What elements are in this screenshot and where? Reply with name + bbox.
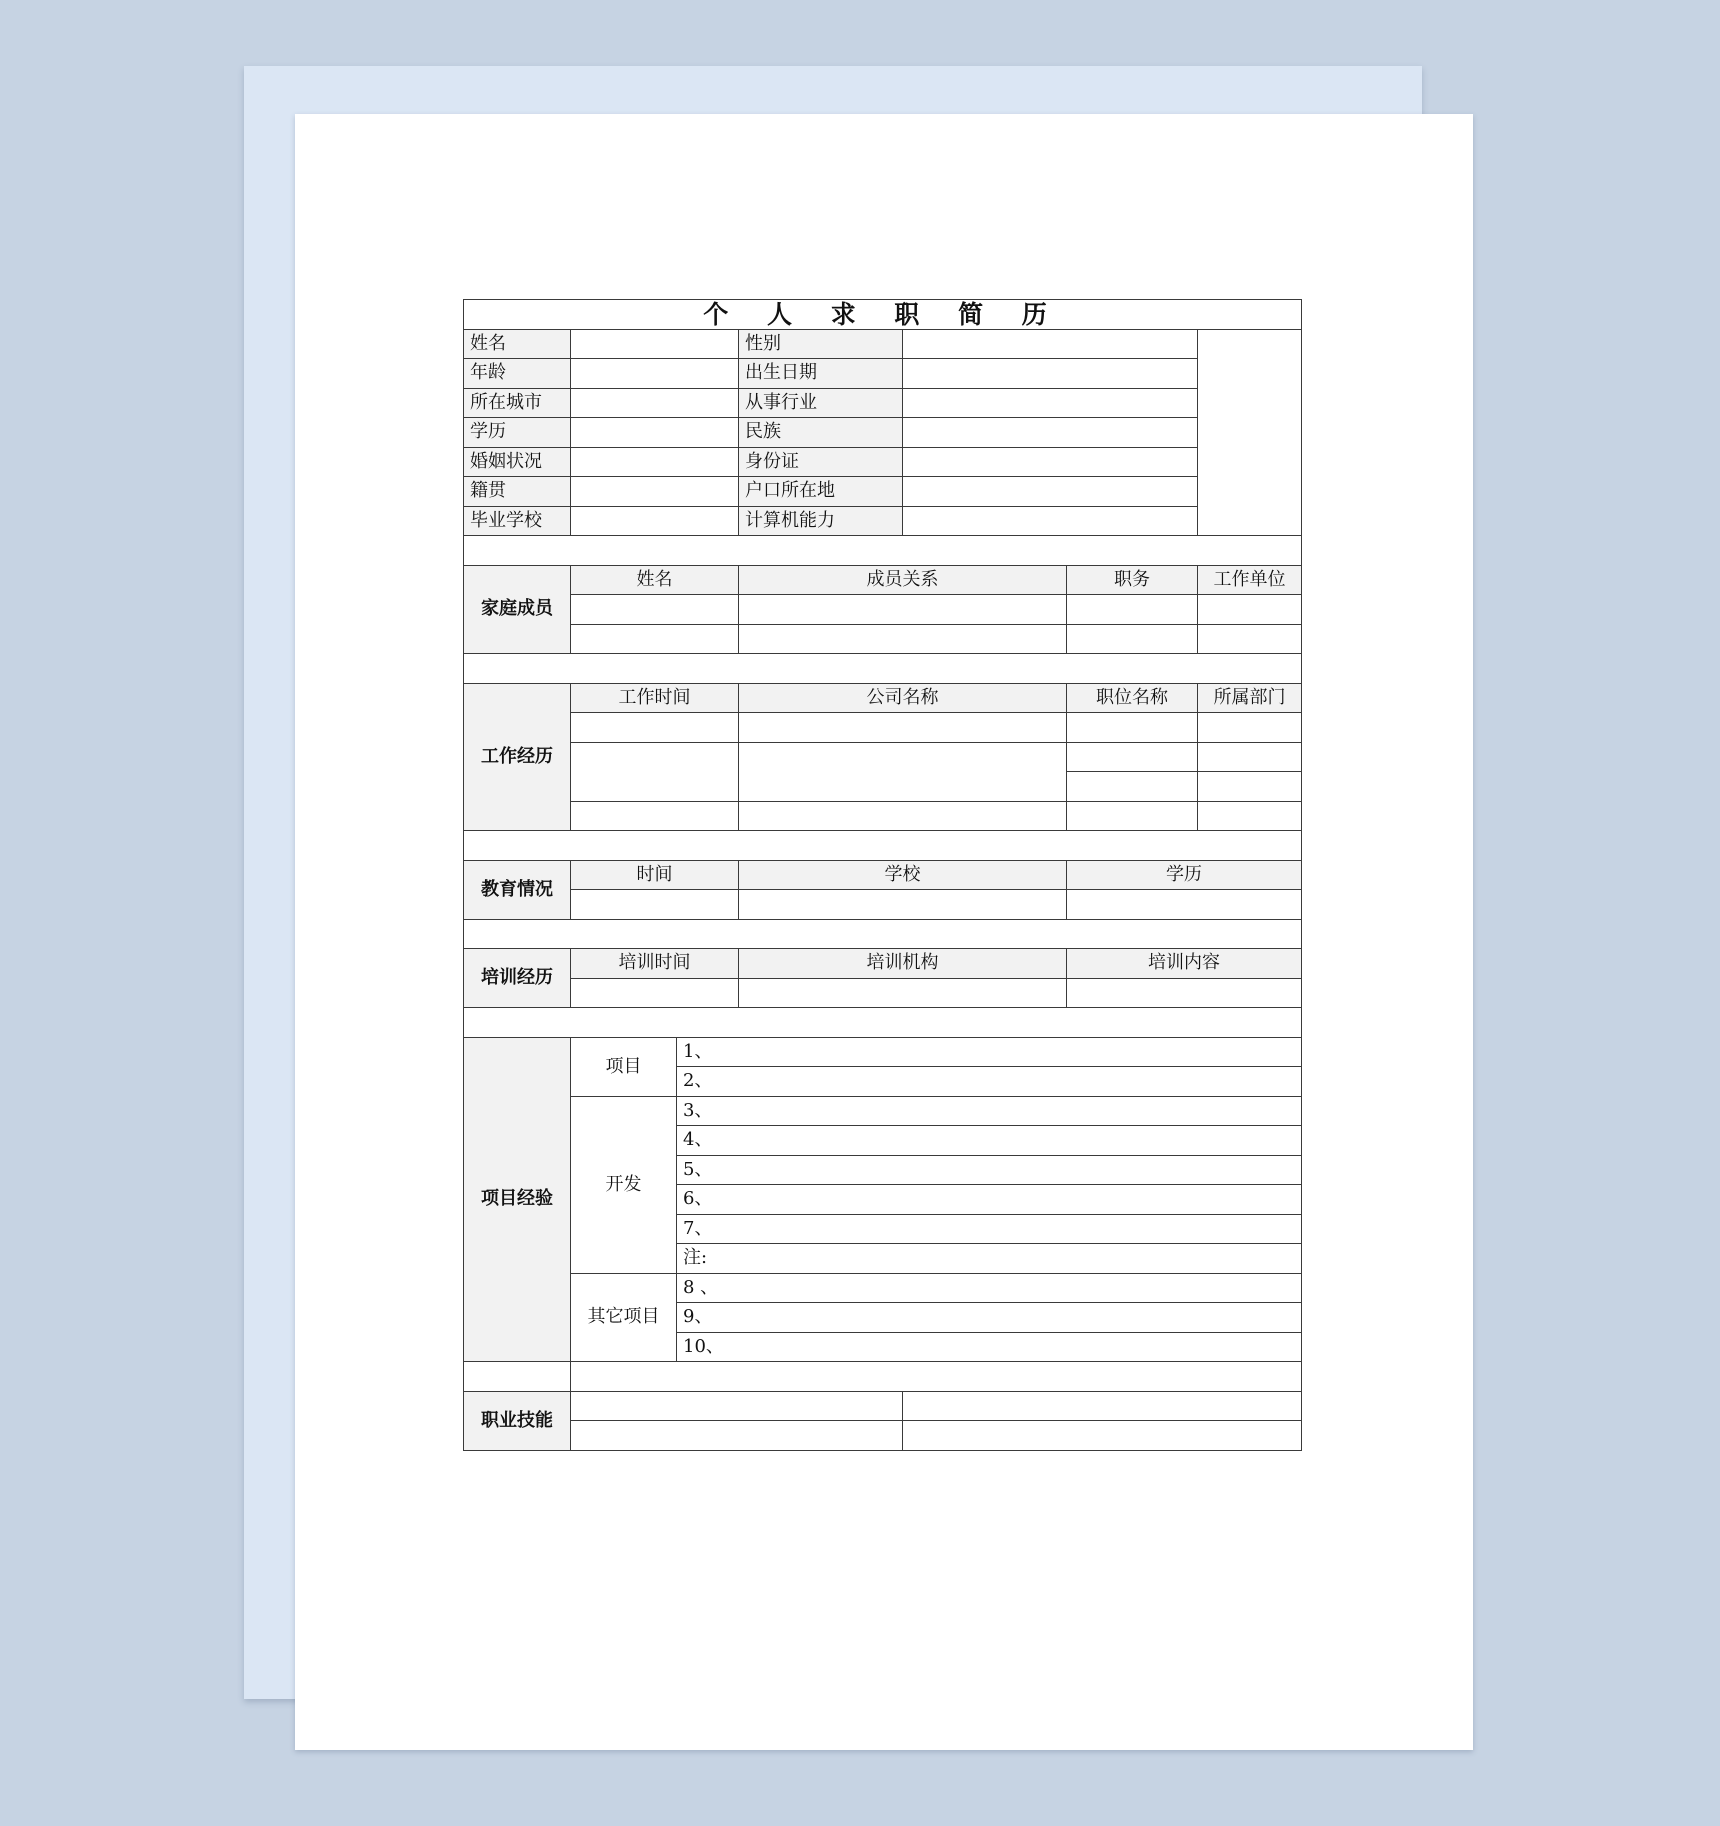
field-industry[interactable] bbox=[903, 388, 1198, 418]
section-training: 培训经历 bbox=[464, 949, 571, 1008]
work-header-company: 公司名称 bbox=[739, 683, 1067, 713]
work-cell[interactable] bbox=[1198, 801, 1302, 831]
field-id-card[interactable] bbox=[903, 447, 1198, 477]
project-group-project: 项目 bbox=[571, 1037, 677, 1096]
family-header-name: 姓名 bbox=[571, 565, 739, 595]
section-education: 教育情况 bbox=[464, 860, 571, 919]
field-birthdate[interactable] bbox=[903, 359, 1198, 389]
section-projects: 项目经验 bbox=[464, 1037, 571, 1362]
project-item[interactable]: 5、 bbox=[677, 1155, 1302, 1185]
edu-header-degree: 学历 bbox=[1067, 860, 1302, 890]
project-group-dev: 开发 bbox=[571, 1096, 677, 1273]
page-title: 个 人 求 职 简 历 bbox=[464, 300, 1302, 330]
work-cell[interactable] bbox=[1198, 772, 1302, 802]
label-school: 毕业学校 bbox=[464, 506, 571, 536]
training-header-time: 培训时间 bbox=[571, 949, 739, 979]
edu-cell[interactable] bbox=[571, 890, 739, 920]
field-computer-skill[interactable] bbox=[903, 506, 1198, 536]
work-header-title: 职位名称 bbox=[1067, 683, 1198, 713]
field-school[interactable] bbox=[571, 506, 739, 536]
field-hukou[interactable] bbox=[903, 477, 1198, 507]
family-cell[interactable] bbox=[739, 595, 1067, 625]
project-item[interactable]: 1、 bbox=[677, 1037, 1302, 1067]
field-degree[interactable] bbox=[571, 418, 739, 448]
spacer-cell bbox=[464, 1362, 571, 1392]
work-header-time: 工作时间 bbox=[571, 683, 739, 713]
spacer-row bbox=[464, 654, 1302, 684]
spacer-row bbox=[464, 1008, 1302, 1038]
field-gender[interactable] bbox=[903, 329, 1198, 359]
work-cell[interactable] bbox=[571, 742, 739, 801]
edu-cell[interactable] bbox=[1067, 890, 1302, 920]
project-item[interactable]: 3、 bbox=[677, 1096, 1302, 1126]
label-hukou: 户口所在地 bbox=[739, 477, 903, 507]
work-cell[interactable] bbox=[571, 801, 739, 831]
project-item[interactable]: 6、 bbox=[677, 1185, 1302, 1215]
project-item[interactable]: 2、 bbox=[677, 1067, 1302, 1097]
field-ethnicity[interactable] bbox=[903, 418, 1198, 448]
photo-box[interactable] bbox=[1198, 329, 1302, 536]
family-cell[interactable] bbox=[739, 624, 1067, 654]
work-cell[interactable] bbox=[739, 713, 1067, 743]
training-cell[interactable] bbox=[739, 978, 1067, 1008]
label-id-card: 身份证 bbox=[739, 447, 903, 477]
field-native-place[interactable] bbox=[571, 477, 739, 507]
field-name[interactable] bbox=[571, 329, 739, 359]
project-item[interactable]: 4、 bbox=[677, 1126, 1302, 1156]
label-gender: 性别 bbox=[739, 329, 903, 359]
field-age[interactable] bbox=[571, 359, 739, 389]
spacer-row bbox=[464, 919, 1302, 949]
project-item[interactable]: 8 、 bbox=[677, 1273, 1302, 1303]
section-family: 家庭成员 bbox=[464, 565, 571, 654]
family-header-employer: 工作单位 bbox=[1198, 565, 1302, 595]
spacer-row bbox=[464, 831, 1302, 861]
work-cell[interactable] bbox=[1198, 713, 1302, 743]
label-ethnicity: 民族 bbox=[739, 418, 903, 448]
label-industry: 从事行业 bbox=[739, 388, 903, 418]
family-cell[interactable] bbox=[1198, 595, 1302, 625]
family-header-relation: 成员关系 bbox=[739, 565, 1067, 595]
family-cell[interactable] bbox=[571, 624, 739, 654]
project-item[interactable]: 10、 bbox=[677, 1332, 1302, 1362]
label-native-place: 籍贯 bbox=[464, 477, 571, 507]
label-birthdate: 出生日期 bbox=[739, 359, 903, 389]
work-cell[interactable] bbox=[571, 713, 739, 743]
spacer-row bbox=[464, 536, 1302, 566]
work-cell[interactable] bbox=[739, 801, 1067, 831]
resume-table bbox=[463, 299, 1302, 1451]
edu-header-time: 时间 bbox=[571, 860, 739, 890]
family-cell[interactable] bbox=[1198, 624, 1302, 654]
field-city[interactable] bbox=[571, 388, 739, 418]
edu-header-school: 学校 bbox=[739, 860, 1067, 890]
skill-cell[interactable] bbox=[903, 1391, 1302, 1421]
work-cell[interactable] bbox=[1067, 801, 1198, 831]
training-cell[interactable] bbox=[1067, 978, 1302, 1008]
section-skills: 职业技能 bbox=[464, 1391, 571, 1450]
skill-cell[interactable] bbox=[571, 1391, 903, 1421]
skill-cell[interactable] bbox=[903, 1421, 1302, 1451]
family-header-position: 职务 bbox=[1067, 565, 1198, 595]
label-marital: 婚姻状况 bbox=[464, 447, 571, 477]
work-cell[interactable] bbox=[1067, 713, 1198, 743]
work-cell[interactable] bbox=[1067, 742, 1198, 772]
skill-cell[interactable] bbox=[571, 1421, 903, 1451]
spacer-cell bbox=[571, 1362, 1302, 1392]
family-cell[interactable] bbox=[1067, 624, 1198, 654]
training-header-content: 培训内容 bbox=[1067, 949, 1302, 979]
label-name: 姓名 bbox=[464, 329, 571, 359]
label-age: 年龄 bbox=[464, 359, 571, 389]
project-note[interactable]: 注: bbox=[677, 1244, 1302, 1274]
field-marital[interactable] bbox=[571, 447, 739, 477]
project-group-other: 其它项目 bbox=[571, 1273, 677, 1362]
section-work: 工作经历 bbox=[464, 683, 571, 831]
training-header-org: 培训机构 bbox=[739, 949, 1067, 979]
work-cell[interactable] bbox=[739, 742, 1067, 801]
label-degree: 学历 bbox=[464, 418, 571, 448]
project-item[interactable]: 9、 bbox=[677, 1303, 1302, 1333]
label-computer-skill: 计算机能力 bbox=[739, 506, 903, 536]
edu-cell[interactable] bbox=[739, 890, 1067, 920]
family-cell[interactable] bbox=[1067, 595, 1198, 625]
work-cell[interactable] bbox=[1198, 742, 1302, 772]
work-header-department: 所属部门 bbox=[1198, 683, 1302, 713]
family-cell[interactable] bbox=[571, 595, 739, 625]
work-cell[interactable] bbox=[1067, 772, 1198, 802]
training-cell[interactable] bbox=[571, 978, 739, 1008]
label-city: 所在城市 bbox=[464, 388, 571, 418]
project-item[interactable]: 7、 bbox=[677, 1214, 1302, 1244]
